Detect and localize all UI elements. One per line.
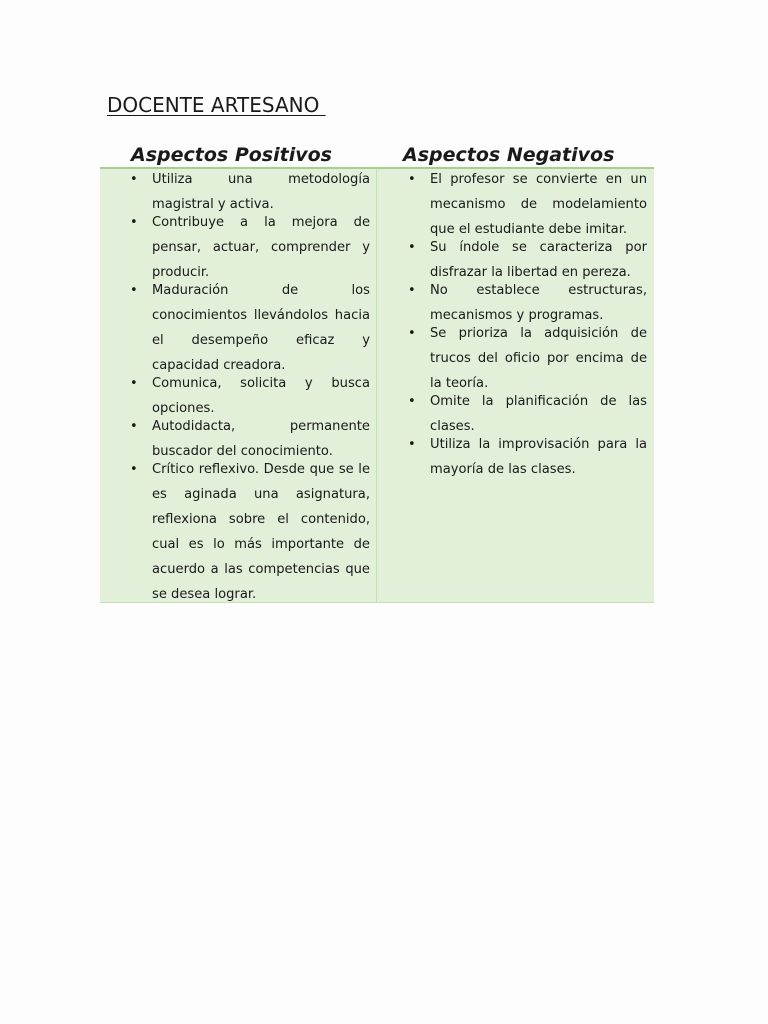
bullet-icon: • [130,462,138,477]
positive-list-item [130,457,370,607]
positive-aspects-header: Aspectos Positivos [131,144,332,166]
positive-aspects-list [130,167,370,600]
negative-item-text: No establece estructuras, mecanismos y programas. [430,283,647,323]
bullet-icon: • [130,215,138,230]
positive-list-item [130,210,370,285]
positive-item-text: Autodidacta, permanente buscador del conocimiento. [152,419,370,459]
bullet-icon: • [130,283,138,298]
negative-list-item [408,321,647,396]
negative-item-text: Su índole se caracteriza por disfrazar la libertad en pereza. [430,240,647,280]
table-column-divider [376,169,377,603]
bullet-icon: • [130,419,138,434]
negative-item-text: Omite la planificación de las clases. [430,394,647,434]
negative-item-text: El profesor se convierte en un mecanismo de modelamiento que el estudiante debe imitar. [430,172,647,237]
bullet-icon: • [408,172,416,187]
document-title: DOCENTE ARTESANO [107,93,326,117]
positive-item-text: Maduración de los conocimientos llevándolos hacia el desempeño eficaz y capacidad creadora. [152,283,370,373]
bullet-icon: • [130,376,138,391]
positive-list-item [130,278,370,378]
positive-item-text: Contribuye a la mejora de pensar, actuar, comprender y producir. [152,215,370,280]
positive-item-text: Crítico reflexivo. Desde que se le es aginada una asignatura, reflexiona sobre el contenido, cual es lo más importante de acuerdo a las competencias que se desea lograr. [152,462,370,602]
positive-item-text: Comunica, solicita y busca opciones. [152,376,370,416]
bullet-icon: • [408,240,416,255]
positive-item-text: Utiliza una metodología magistral y activa. [152,172,370,212]
negative-list-item [408,432,647,482]
bullet-icon: • [408,394,416,409]
negative-list-item [408,167,647,242]
bullet-icon: • [130,172,138,187]
negative-aspects-list [408,167,647,475]
negative-item-text: Se prioriza la adquisición de trucos del oficio por encima de la teoría. [430,326,647,391]
negative-item-text: Utiliza la improvisación para la mayoría de las clases. [430,437,647,477]
bullet-icon: • [408,283,416,298]
bullet-icon: • [408,326,416,341]
bullet-icon: • [408,437,416,452]
negative-aspects-header: Aspectos Negativos [403,144,615,166]
